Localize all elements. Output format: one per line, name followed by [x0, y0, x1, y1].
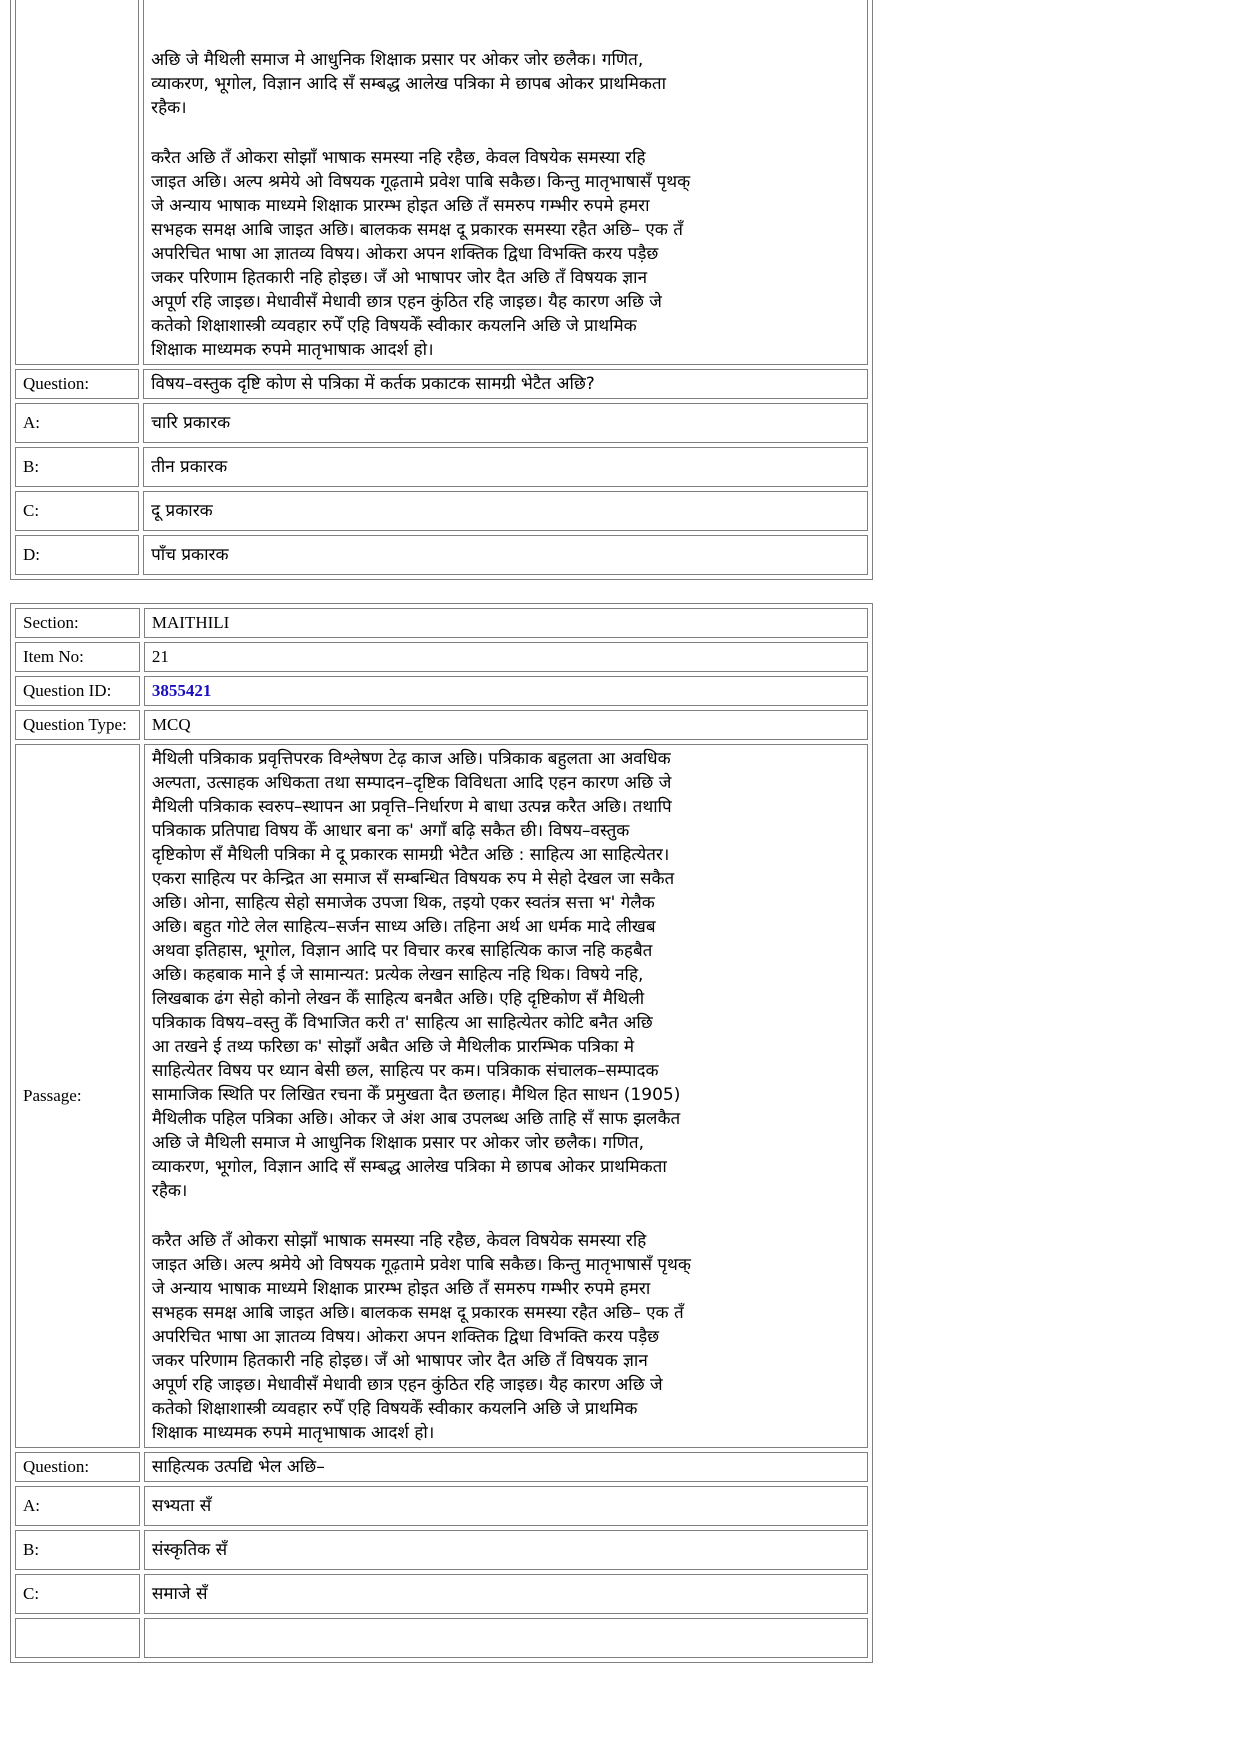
option-row-d	[15, 1618, 868, 1658]
option-row-c	[15, 491, 868, 531]
question-type-label: Question Type:	[15, 710, 140, 740]
question-id-label: Question ID:	[15, 676, 140, 706]
section-label: Section:	[15, 608, 140, 638]
question-type-row	[15, 710, 868, 740]
option-text-d: पाँच प्रकारक	[143, 535, 868, 575]
question-label: Question:	[15, 369, 139, 399]
option-label-a: A:	[15, 403, 139, 443]
item-no-value: 21	[144, 642, 868, 672]
option-row-b	[15, 1530, 868, 1570]
option-row-b	[15, 447, 868, 487]
option-row-c	[15, 1574, 868, 1614]
passage-paragraph: मैथिली पत्रिकाक प्रवृत्तिपरक विश्लेषण टेढ़ काज अछि। पत्रिकाक बहुलता आ अवधिक अल्पता, उत्साहक अधिकता तथा सम्पादन–दृष्टिक विविधता आदि एहन कारण अछि जे मैथिली पत्रिकाक स्वरुप–स्थापन आ प्रवृत्ति–निर्धारण मे बाधा उत्पन्न करैत अछि। तथापि पत्रिकाक प्रतिपाद्य विषय केँ आधार बना क' अगाँ बढ़ि सकैत छी। विषय–वस्तुक दृष्टिकोण सँ मैथिली पत्रिका मे दू प्रकारक सामग्री भेटैत अछि : साहित्य आ साहित्येतर। एकरा साहित्य पर केन्द्रित आ समाज सँ सम्बन्धित विषयक रुप मे सेहो देखल जा सकैत अछि। ओना, साहित्य सेहो समाजेक उपजा थिक, तइयो एकर स्वतंत्र सत्ता भ' गेलैक अछि। बहुत गोटे लेल साहित्य–सर्जन साध्य अछि। तहिना अर्थ आ धर्मक मादे लीखब अथवा इतिहास, भूगोल, विज्ञान आदि पर विचार करब साहित्यिक काज नहि कहबैत अछि। कहबाक माने ई जे सामान्यत: प्रत्येक लेखन साहित्य नहि थिक। विषये नहि, लिखबाक ढंग सेहो कोनो लेखन केँ साहित्य बनबैत अछि। एहि दृष्टिकोण सँ मैथिली पत्रिकाक विषय–वस्तु केँ विभाजित करी त' साहित्य आ साहित्येतर कोटि बनैत अछि आ तखने ई तथ्य फरिछा क' सोझाँ अबैत अछि जे मैथिलीक प्रारम्भिक पत्रिका मे साहित्येतर विषय पर ध्यान बेसी छल, साहित्य पर कम। पत्रिकाक संचालक–सम्पादक सामाजिक स्थिति पर लिखित रचना केँ प्रमुखता दैत छलाह। मैथिल हित साधन (1905) मैथिलीक पहिल पत्रिका अछि। ओकर जे अंश आब उपलब्ध अछि ताहि सँ साफ झलकैत अछि जे मैथिली समाज मे आधुनिक शिक्षाक प्रसार पर ओकर जोर छलैक। गणित, व्याकरण, भूगोल, विज्ञान आदि सँ सम्बद्ध आलेख पत्रिका मे छापब ओकर प्राथमिकता रहैक।	[151, 749, 681, 1201]
option-text-d	[144, 1618, 868, 1658]
section-value: MAITHILI	[144, 608, 868, 638]
option-label-c: C:	[15, 491, 139, 531]
option-text-c: दू प्रकारक	[143, 491, 868, 531]
question-label: Question:	[15, 1452, 140, 1482]
question-row	[15, 369, 868, 399]
passage-label	[15, 0, 139, 365]
option-row-a	[15, 403, 868, 443]
question-row	[15, 1452, 868, 1482]
question-block-1	[10, 0, 873, 580]
option-label-b: B:	[15, 1530, 140, 1570]
item-no-label: Item No:	[15, 642, 140, 672]
option-text-b: संस्कृतिक सँ	[144, 1530, 868, 1570]
passage-text	[144, 744, 868, 1448]
option-label-c: C:	[15, 1574, 140, 1614]
option-label-a: A:	[15, 1486, 140, 1526]
option-text-b: तीन प्रकारक	[143, 447, 868, 487]
passage-paragraph: करैत अछि तँ ओकरा सोझाँ भाषाक समस्या नहि रहैछ, केवल विषयेक समस्या रहि जाइत अछि। अल्प श्रमेये ओ विषयक गूढ़तामे प्रवेश पाबि सकैछ। किन्तु मातृभाषासँ पृथक् जे अन्याय भाषाक माध्यमे शिक्षाक प्रारम्भ होइत अछि तँ समरुप गम्भीर रुपमे हमरा सभहक समक्ष आबि जाइत अछि। बालकक समक्ष दू प्रकारक समस्या रहैत अछि– एक तँ अपरिचित भाषा आ ज्ञातव्य विषय। ओकरा अपन शक्तिक द्विधा विभक्ति करय पड़ैछ जकर परिणाम हितकारी नहि होइछ। जँ ओ भाषापर जोर दैत अछि तँ विषयक ज्ञान अपूर्ण रहि जाइछ। मेधावीसँ मेधावी छात्र एहन कुंठित रहि जाइछ। यैह कारण अछि जे कतेको शिक्षाशास्त्री व्यवहार रुपेँ एहि विषयकेँ स्वीकार कयलनि अछि जे प्राथमिक शिक्षाक माध्यमक रुपमे मातृभाषाक आदर्श हो।	[151, 1231, 691, 1443]
option-row-a	[15, 1486, 868, 1526]
option-text-a: चारि प्रकारक	[143, 403, 868, 443]
question-id-row	[15, 676, 868, 706]
question-id-cell	[144, 676, 868, 706]
passage-label: Passage:	[15, 744, 140, 1448]
section-row	[15, 608, 868, 638]
option-row-d	[15, 535, 868, 575]
option-label-b: B:	[15, 447, 139, 487]
passage-row	[15, 744, 868, 1448]
question-type-value: MCQ	[144, 710, 868, 740]
passage-paragraph: करैत अछि तँ ओकरा सोझाँ भाषाक समस्या नहि रहैछ, केवल विषयेक समस्या रहि जाइत अछि। अल्प श्रमेये ओ विषयक गूढ़तामे प्रवेश पाबि सकैछ। किन्तु मातृभाषासँ पृथक् जे अन्याय भाषाक माध्यमे शिक्षाक प्रारम्भ होइत अछि तँ समरुप गम्भीर रुपमे हमरा सभहक समक्ष आबि जाइत अछि। बालकक समक्ष दू प्रकारक समस्या रहैत अछि– एक तँ अपरिचित भाषा आ ज्ञातव्य विषय। ओकरा अपन शक्तिक द्विधा विभक्ति करय पड़ैछ जकर परिणाम हितकारी नहि होइछ। जँ ओ भाषापर जोर दैत अछि तँ विषयक ज्ञान अपूर्ण रहि जाइछ। मेधावीसँ मेधावी छात्र एहन कुंठित रहि जाइछ। यैह कारण अछि जे कतेको शिक्षाशास्त्री व्यवहार रुपेँ एहि विषयकेँ स्वीकार कयलनि अछि जे प्राथमिक शिक्षाक माध्यमक रुपमे मातृभाषाक आदर्श हो।	[151, 148, 691, 360]
passage-paragraph: अछि जे मैथिली समाज मे आधुनिक शिक्षाक प्रसार पर ओकर जोर छलैक। गणित, व्याकरण, भूगोल, विज्ञान आदि सँ सम्बद्ध आलेख पत्रिका मे छापब ओकर प्राथमिकता रहैक।	[151, 50, 667, 118]
item-no-row	[15, 642, 868, 672]
passage-row	[15, 0, 868, 365]
passage-text	[143, 0, 868, 365]
question-block-2	[10, 603, 873, 1663]
question-text: साहित्यक उत्पद्यि भेल अछि–	[144, 1452, 868, 1482]
option-text-c: समाजे सँ	[144, 1574, 868, 1614]
question-id-value: 3855421	[151, 681, 212, 700]
question-text: विषय–वस्तुक दृष्टि कोण से पत्रिका में कर्तक प्रकाटक सामग्री भेटैत अछि?	[143, 369, 868, 399]
option-text-a: सभ्यता सँ	[144, 1486, 868, 1526]
option-label-d: D:	[15, 535, 139, 575]
option-label-d	[15, 1618, 140, 1658]
